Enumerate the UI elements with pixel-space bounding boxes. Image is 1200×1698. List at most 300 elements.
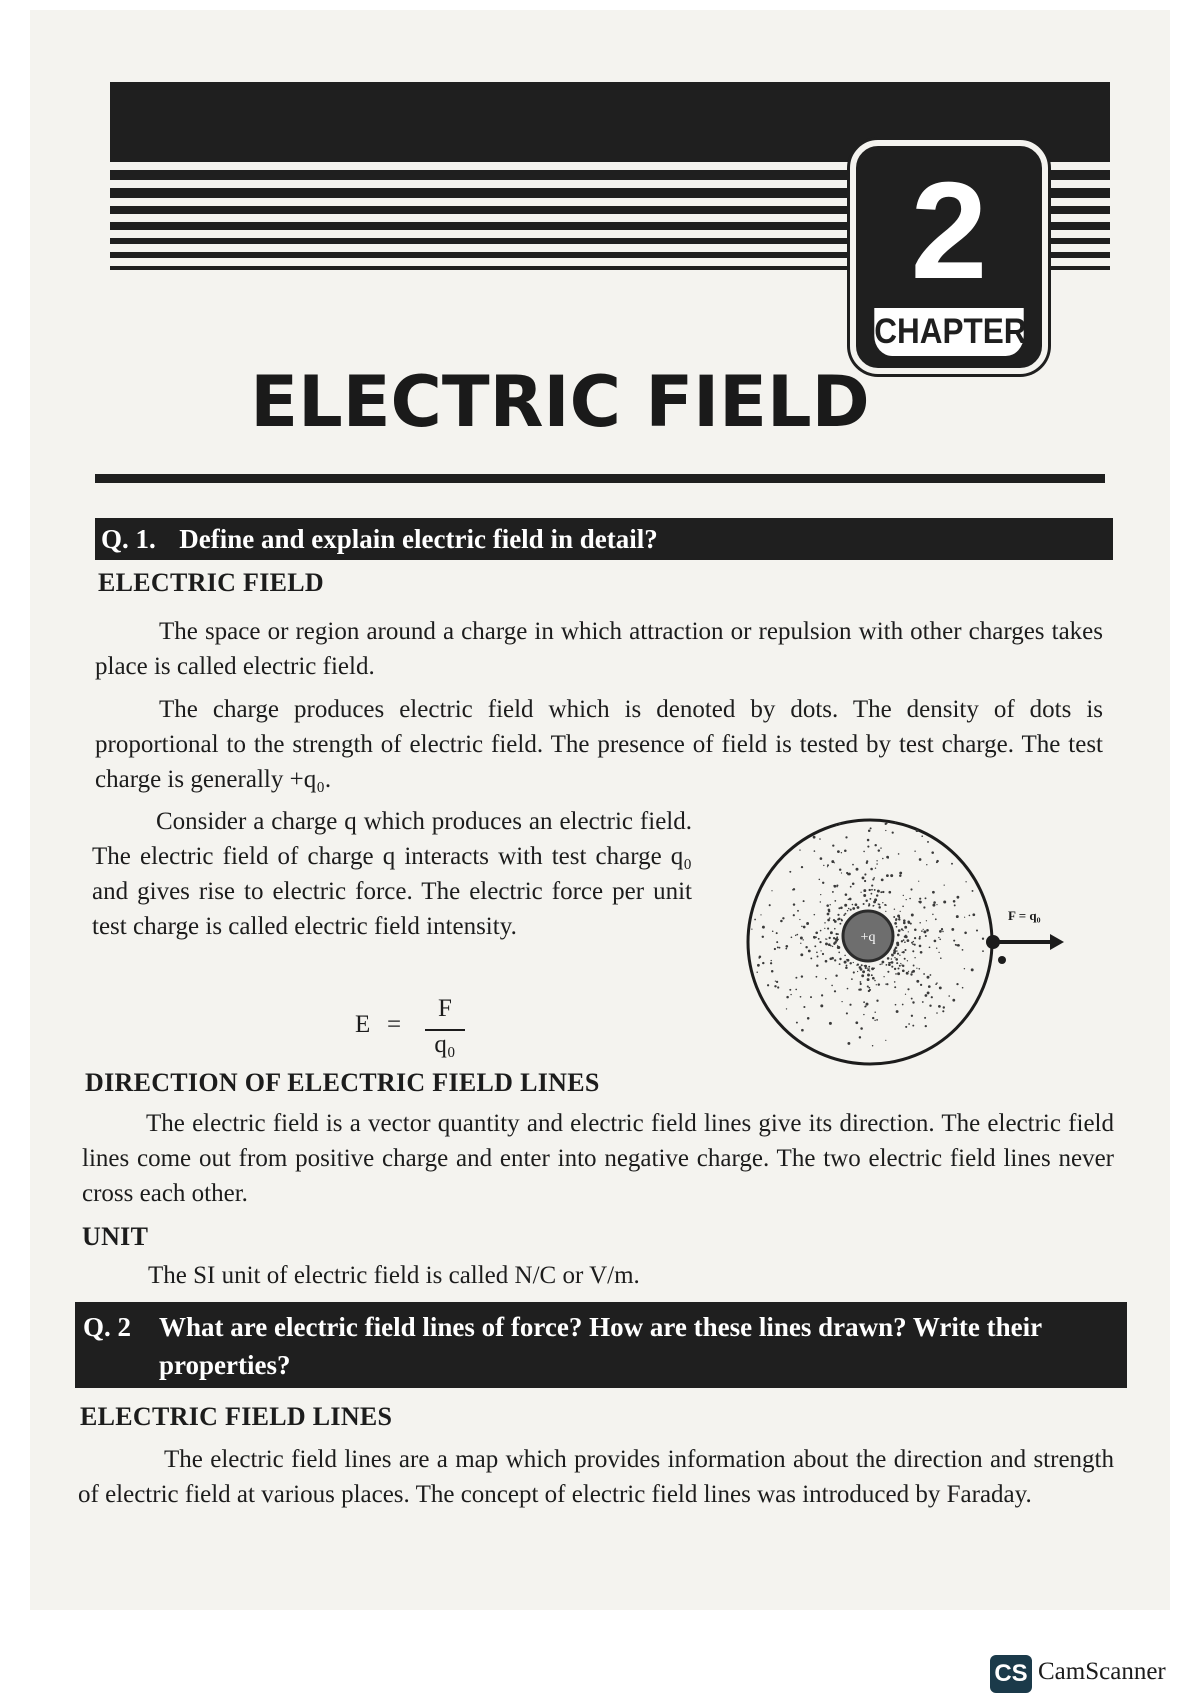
field-dot bbox=[869, 889, 871, 891]
field-dot bbox=[897, 953, 899, 955]
field-dot bbox=[893, 952, 896, 955]
field-dot bbox=[939, 986, 942, 989]
paragraph bbox=[78, 1442, 1114, 1512]
field-dot bbox=[820, 857, 823, 860]
field-dot bbox=[833, 942, 835, 944]
field-dot bbox=[757, 964, 760, 967]
field-dot bbox=[919, 901, 922, 904]
field-dot bbox=[938, 937, 939, 938]
field-dot bbox=[867, 846, 869, 848]
field-dot bbox=[918, 881, 919, 882]
field-dot bbox=[923, 929, 924, 930]
field-dot bbox=[825, 938, 826, 939]
field-dot bbox=[814, 850, 816, 852]
field-dot bbox=[909, 898, 911, 900]
field-dot bbox=[934, 940, 937, 943]
field-dot bbox=[864, 880, 866, 882]
banner-stripe bbox=[1040, 222, 1110, 230]
field-dot bbox=[951, 928, 954, 931]
field-dot bbox=[860, 892, 861, 893]
field-dot bbox=[882, 961, 885, 964]
field-dot bbox=[882, 902, 883, 903]
field-dot bbox=[935, 983, 937, 985]
field-dot bbox=[756, 971, 757, 972]
field-dot bbox=[898, 918, 900, 920]
field-dot bbox=[851, 978, 853, 980]
field-dot bbox=[886, 983, 888, 985]
field-dot bbox=[825, 942, 828, 945]
field-dot bbox=[957, 896, 960, 899]
field-dot bbox=[901, 940, 903, 942]
question-2-label: Q. 2 bbox=[83, 1312, 132, 1342]
field-dot bbox=[868, 905, 870, 907]
field-dot bbox=[886, 856, 889, 859]
field-dot bbox=[819, 941, 821, 943]
field-dot bbox=[902, 1004, 904, 1006]
field-dot bbox=[789, 989, 791, 991]
field-dot bbox=[872, 905, 874, 907]
field-dot bbox=[942, 1010, 944, 1012]
field-dot bbox=[925, 994, 928, 997]
field-dot bbox=[912, 950, 914, 952]
field-dot bbox=[868, 966, 870, 968]
question-2-text: What are electric field lines of force? How are these lines drawn? Write their properties? bbox=[159, 1312, 1042, 1380]
field-dot bbox=[896, 943, 899, 946]
question-1-bar bbox=[95, 518, 1113, 560]
field-dot bbox=[936, 904, 937, 905]
field-dot bbox=[886, 874, 889, 877]
field-dot bbox=[926, 920, 927, 921]
field-dot bbox=[904, 958, 906, 960]
field-dot bbox=[913, 965, 915, 967]
field-dot bbox=[929, 1005, 931, 1007]
field-dot bbox=[838, 952, 840, 954]
field-dot bbox=[926, 929, 929, 932]
field-dot bbox=[780, 920, 783, 923]
field-dot bbox=[878, 849, 880, 851]
field-dot bbox=[800, 996, 802, 998]
field-dot bbox=[867, 968, 868, 969]
field-dot bbox=[939, 930, 942, 933]
banner-stripe bbox=[1040, 206, 1110, 214]
field-dot bbox=[932, 904, 935, 907]
field-dot bbox=[874, 1020, 875, 1021]
field-dot bbox=[769, 904, 771, 906]
field-dot bbox=[810, 957, 812, 959]
field-dot bbox=[875, 867, 876, 868]
banner-stripe bbox=[110, 266, 860, 270]
field-dot bbox=[786, 1008, 787, 1009]
field-dot bbox=[841, 919, 843, 921]
field-dot bbox=[819, 879, 821, 881]
section-heading-electric-field: ELECTRIC FIELD bbox=[98, 568, 324, 597]
field-dot bbox=[982, 938, 984, 940]
field-dot bbox=[813, 936, 815, 938]
field-dot bbox=[956, 915, 959, 918]
field-dot bbox=[832, 844, 834, 846]
field-dot bbox=[850, 909, 852, 911]
field-dot bbox=[857, 906, 859, 908]
field-dot bbox=[923, 906, 925, 908]
field-dot bbox=[856, 868, 859, 871]
field-dot bbox=[887, 957, 890, 960]
field-dot bbox=[816, 951, 818, 953]
field-dot bbox=[830, 904, 831, 905]
field-dot bbox=[864, 873, 866, 875]
field-dot bbox=[864, 965, 866, 967]
field-dot bbox=[818, 938, 820, 940]
field-dot bbox=[955, 944, 957, 946]
field-dot bbox=[813, 836, 816, 839]
section-heading-unit: UNIT bbox=[82, 1222, 149, 1251]
field-dot bbox=[953, 940, 955, 942]
field-dot bbox=[859, 988, 861, 990]
field-dot bbox=[907, 960, 908, 961]
field-dot bbox=[971, 968, 974, 971]
field-dot bbox=[822, 953, 824, 955]
field-dot bbox=[871, 974, 873, 976]
field-dot bbox=[914, 850, 915, 851]
field-dot bbox=[895, 973, 897, 975]
field-dot bbox=[866, 860, 868, 862]
field-dot bbox=[836, 884, 838, 886]
field-dot bbox=[824, 928, 825, 929]
field-dot bbox=[793, 914, 795, 916]
field-dot bbox=[969, 915, 971, 917]
field-dot bbox=[876, 894, 878, 896]
field-dot bbox=[834, 959, 836, 961]
field-dot bbox=[891, 961, 894, 964]
field-dot bbox=[938, 1005, 941, 1008]
field-dot bbox=[948, 995, 950, 997]
field-dot bbox=[885, 904, 887, 906]
field-dot bbox=[871, 893, 873, 895]
field-dot bbox=[771, 890, 772, 891]
field-dot bbox=[853, 971, 855, 973]
field-dot bbox=[825, 978, 827, 980]
field-dot bbox=[885, 830, 886, 831]
field-dot bbox=[806, 922, 809, 925]
field-dot bbox=[820, 930, 822, 932]
field-dot bbox=[852, 907, 855, 910]
field-dot bbox=[919, 858, 922, 861]
field-dot bbox=[938, 952, 939, 953]
field-dot bbox=[873, 978, 875, 980]
field-dot bbox=[920, 984, 922, 986]
field-dot bbox=[785, 948, 787, 950]
field-dot bbox=[772, 930, 774, 932]
field-dot bbox=[820, 1004, 823, 1007]
field-dot bbox=[803, 926, 806, 929]
field-dot bbox=[829, 1022, 832, 1025]
field-dot bbox=[872, 878, 874, 880]
field-dot bbox=[907, 939, 910, 942]
field-dot bbox=[789, 871, 791, 873]
field-dot bbox=[863, 889, 866, 892]
field-dot bbox=[799, 919, 800, 920]
question-1-text: Define and explain electric field in detail? bbox=[179, 524, 658, 554]
field-dot bbox=[776, 941, 778, 943]
field-dot bbox=[839, 963, 841, 965]
field-dot bbox=[801, 1029, 804, 1032]
question-2-bar bbox=[75, 1302, 1127, 1388]
field-dot bbox=[902, 905, 904, 907]
section-heading-direction: DIRECTION OF ELECTRIC FIELD LINES bbox=[85, 1068, 600, 1097]
field-dot bbox=[871, 885, 873, 887]
field-dot bbox=[779, 947, 781, 949]
field-dot bbox=[885, 983, 886, 984]
field-dot bbox=[964, 917, 965, 918]
field-dot bbox=[863, 894, 866, 897]
field-dot bbox=[972, 890, 974, 892]
field-dot bbox=[834, 990, 836, 992]
formula-lhs: E bbox=[355, 1011, 371, 1038]
field-dot bbox=[951, 863, 953, 865]
field-dot bbox=[912, 970, 915, 973]
field-dot bbox=[964, 932, 967, 935]
field-dot bbox=[894, 957, 895, 958]
field-dot bbox=[905, 935, 907, 937]
field-dot bbox=[899, 872, 902, 875]
field-dot bbox=[771, 960, 772, 961]
field-dot bbox=[834, 920, 837, 923]
field-dot bbox=[827, 864, 829, 866]
field-dot bbox=[936, 1012, 938, 1014]
field-dot bbox=[878, 906, 881, 909]
field-dot bbox=[880, 847, 881, 848]
field-dot bbox=[843, 914, 845, 916]
field-dot bbox=[871, 889, 873, 891]
field-dot bbox=[870, 868, 873, 871]
field-dot bbox=[829, 957, 832, 960]
field-dot bbox=[819, 838, 821, 840]
field-dot bbox=[849, 898, 852, 901]
field-dot bbox=[896, 962, 898, 964]
field-dot bbox=[925, 1025, 927, 1027]
field-dot bbox=[852, 904, 854, 906]
field-dot bbox=[894, 986, 896, 988]
field-dot bbox=[925, 935, 927, 937]
field-dot bbox=[873, 900, 876, 903]
field-dot bbox=[929, 946, 931, 948]
field-dot bbox=[869, 898, 871, 900]
field-dot bbox=[837, 933, 839, 935]
field-dot bbox=[863, 903, 865, 905]
field-dot bbox=[906, 972, 909, 975]
camscanner-logo: CS bbox=[990, 1655, 1032, 1693]
field-dot bbox=[828, 909, 831, 912]
field-dot bbox=[839, 868, 841, 870]
field-dot bbox=[916, 829, 919, 832]
field-dot bbox=[898, 853, 900, 855]
field-dot bbox=[867, 969, 869, 971]
field-dot bbox=[918, 968, 920, 970]
field-dot bbox=[897, 967, 899, 969]
field-dot bbox=[820, 901, 821, 902]
field-dot bbox=[897, 934, 900, 937]
field-dot bbox=[856, 964, 857, 965]
field-dot bbox=[845, 893, 848, 896]
field-dot bbox=[926, 864, 927, 865]
field-dot bbox=[860, 981, 862, 983]
field-dot bbox=[863, 851, 865, 853]
field-dot bbox=[847, 910, 848, 911]
field-dot bbox=[815, 936, 817, 938]
field-dot bbox=[868, 903, 870, 905]
field-dot bbox=[907, 921, 910, 924]
field-dot bbox=[885, 1040, 886, 1041]
field-dot bbox=[932, 914, 933, 915]
question-1-label: Q. 1. bbox=[101, 524, 156, 554]
field-dot bbox=[877, 890, 880, 893]
field-dot bbox=[962, 949, 964, 951]
paragraph-text: Consider a charge q which produces an electric field. The electric field of charge q interacts with test charge q₀ and gives rise to electric force. The electric force per unit test charge is called electric field intensity. bbox=[92, 808, 692, 940]
field-dot bbox=[898, 929, 901, 932]
field-dot bbox=[803, 939, 804, 940]
field-dot bbox=[904, 949, 906, 951]
field-dot bbox=[834, 928, 836, 930]
field-dot bbox=[863, 1014, 864, 1015]
field-dot bbox=[924, 1017, 926, 1019]
field-dot bbox=[891, 958, 893, 960]
field-dot bbox=[834, 900, 836, 902]
field-dot bbox=[940, 957, 942, 959]
field-dot bbox=[865, 967, 867, 969]
field-dot bbox=[908, 971, 909, 972]
field-dot bbox=[892, 832, 894, 834]
field-dot bbox=[855, 903, 858, 906]
field-dot bbox=[882, 891, 884, 893]
field-dot bbox=[886, 823, 888, 825]
field-dot bbox=[900, 911, 901, 912]
field-dot bbox=[814, 914, 816, 916]
field-dot bbox=[914, 957, 915, 958]
field-dot bbox=[849, 1004, 851, 1006]
field-dot bbox=[863, 1001, 865, 1003]
field-dot bbox=[785, 945, 788, 948]
field-dot bbox=[846, 959, 848, 961]
field-dot bbox=[869, 970, 870, 971]
banner-stripe bbox=[110, 188, 860, 198]
field-dot bbox=[786, 996, 789, 999]
field-dot bbox=[893, 916, 895, 918]
field-dot bbox=[777, 986, 779, 988]
field-dot bbox=[821, 994, 823, 996]
banner-stripe bbox=[110, 222, 860, 230]
field-dot bbox=[910, 888, 912, 890]
field-dot bbox=[927, 991, 930, 994]
field-dot bbox=[845, 836, 847, 838]
field-dot bbox=[859, 966, 862, 969]
field-dot bbox=[874, 844, 876, 846]
field-dot bbox=[832, 891, 834, 893]
field-dot bbox=[954, 904, 956, 906]
field-dot bbox=[881, 963, 883, 965]
field-dot bbox=[982, 950, 984, 952]
field-dot bbox=[864, 1006, 865, 1007]
field-dot bbox=[876, 860, 877, 861]
field-dot bbox=[896, 950, 898, 952]
field-dot bbox=[751, 928, 752, 929]
field-dot bbox=[925, 897, 927, 899]
field-dot bbox=[919, 945, 922, 948]
field-dot bbox=[886, 964, 888, 966]
field-dot bbox=[912, 943, 914, 945]
field-dot bbox=[859, 1036, 861, 1038]
field-dot bbox=[849, 962, 851, 964]
field-dot bbox=[795, 977, 797, 979]
field-dot bbox=[805, 946, 807, 948]
field-dot bbox=[837, 850, 840, 853]
field-dot bbox=[867, 978, 870, 981]
field-dot bbox=[800, 943, 801, 944]
field-dot bbox=[841, 852, 842, 853]
field-dot bbox=[799, 849, 800, 850]
field-dot bbox=[830, 945, 832, 947]
field-dot bbox=[847, 1042, 850, 1045]
field-dot bbox=[850, 886, 852, 888]
field-dot bbox=[839, 923, 841, 925]
field-dot bbox=[853, 962, 854, 963]
chapter-badge bbox=[850, 140, 1048, 374]
field-dot bbox=[916, 968, 917, 969]
field-dot bbox=[803, 900, 805, 902]
paragraph-text: The charge produces electric field which is denoted by dots. The density of dots is proportional to the strength of electric field. The presence of field is tested by test charge. The test charge is generally +q₀. bbox=[95, 696, 1103, 793]
field-dot bbox=[895, 1004, 897, 1006]
field-dot bbox=[834, 885, 837, 888]
field-dot bbox=[767, 984, 769, 986]
field-dot bbox=[801, 866, 803, 868]
field-dot bbox=[852, 864, 854, 866]
field-dot bbox=[885, 911, 886, 912]
field-dot bbox=[827, 919, 830, 922]
field-dot bbox=[879, 964, 881, 966]
field-dot bbox=[835, 939, 838, 942]
field-dot bbox=[860, 983, 862, 985]
field-dot bbox=[827, 928, 829, 930]
field-dot bbox=[774, 948, 776, 950]
field-dot bbox=[820, 950, 821, 951]
field-dot bbox=[814, 945, 816, 947]
test-charge-mark bbox=[998, 956, 1006, 964]
field-dot bbox=[776, 981, 778, 983]
field-dot bbox=[832, 946, 833, 947]
paragraph bbox=[95, 692, 1103, 797]
field-dot bbox=[862, 876, 865, 879]
field-dot bbox=[824, 922, 825, 923]
field-dot bbox=[895, 918, 897, 920]
field-dot bbox=[942, 931, 943, 932]
field-dot bbox=[855, 1021, 858, 1024]
field-dot bbox=[829, 937, 831, 939]
field-dot bbox=[857, 971, 858, 972]
field-dot bbox=[839, 822, 841, 824]
field-dot bbox=[901, 928, 903, 930]
field-dot bbox=[911, 998, 913, 1000]
field-dot bbox=[816, 964, 818, 966]
field-dot bbox=[894, 908, 895, 909]
field-dot bbox=[807, 1017, 810, 1020]
unit-paragraph: The SI unit of electric field is called N/C or V/m. bbox=[148, 1262, 640, 1289]
field-dot bbox=[939, 938, 941, 940]
field-dot bbox=[899, 874, 901, 876]
field-dot bbox=[777, 946, 779, 948]
field-dot bbox=[919, 898, 921, 900]
field-dot bbox=[829, 917, 830, 918]
field-dot bbox=[865, 899, 867, 901]
field-dot bbox=[899, 965, 901, 967]
field-dot bbox=[846, 1012, 848, 1014]
